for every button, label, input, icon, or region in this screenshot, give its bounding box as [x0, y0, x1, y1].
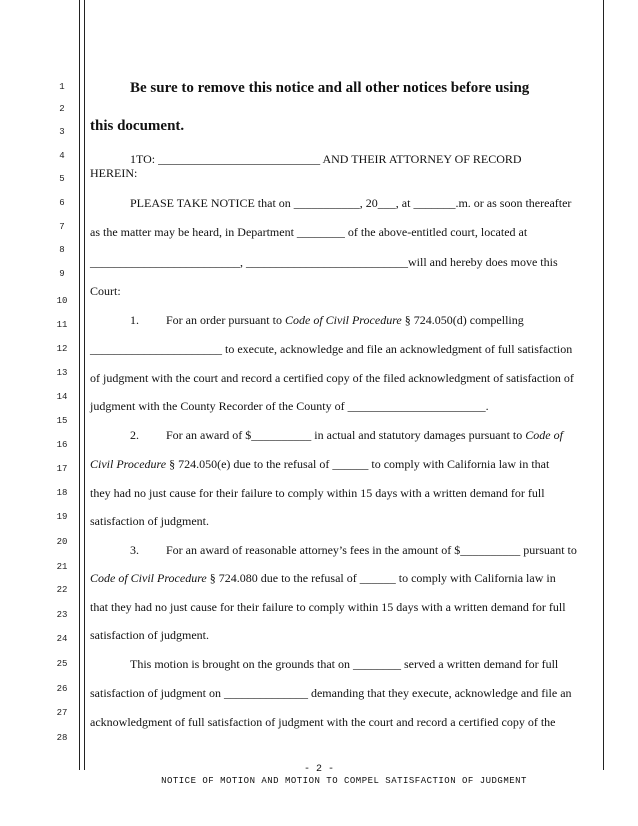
- item-1-line-2: ______________________ to execute, acknowledge and file an acknowledgment of full satisfaction: [90, 342, 573, 356]
- item-3-line-2: [90, 571, 602, 585]
- line-number: 12: [56, 344, 68, 354]
- item-2-line-1: [130, 428, 602, 442]
- line-number: 21: [56, 562, 68, 572]
- line-number: 15: [56, 416, 68, 426]
- left-margin-rule-2: [84, 0, 85, 770]
- item-2-section: § 724.050(e) due to the refusal of ______ to comply with California law in that: [166, 457, 550, 471]
- item-1-line-1: [130, 313, 602, 327]
- line-number: 18: [56, 488, 68, 498]
- item-3-line-4: satisfaction of judgment.: [90, 628, 209, 642]
- line-number: 22: [56, 585, 68, 595]
- line-number: 26: [56, 684, 68, 694]
- item-1-text: For an order pursuant to: [166, 313, 285, 327]
- item-2-line-4: satisfaction of judgment.: [90, 514, 209, 528]
- line-number: 11: [56, 320, 68, 330]
- line-number: 13: [56, 368, 68, 378]
- notice-line-2: this document.: [90, 118, 185, 134]
- item-1-number: 1.: [130, 313, 139, 327]
- herein-line: HEREIN:: [90, 166, 138, 180]
- please-take-notice-line: PLEASE TAKE NOTICE that on ___________, 20___, at _______.m. or as soon thereafter: [130, 196, 572, 210]
- item-3-code-citation: Code of Civil Procedure: [90, 571, 207, 585]
- item-2-text: For an award of $__________ in actual and statutory damages pursuant to: [166, 428, 526, 442]
- line-numbers: [0, 0, 80, 770]
- item-1-line-4: judgment with the County Recorder of the County of _______________________.: [90, 399, 489, 413]
- line-number: 27: [56, 708, 68, 718]
- item-3-section: § 724.080 due to the refusal of ______ to comply with California law in: [206, 571, 556, 585]
- line-number: 23: [56, 610, 68, 620]
- line-number: 8: [59, 245, 65, 255]
- line-number: 20: [56, 537, 68, 547]
- item-3-line-3: that they had no just cause for their failure to comply within 15 days with a written demand for full: [90, 600, 566, 614]
- court-address-line: _________________________, ___________________________will and hereby does move this: [90, 255, 558, 269]
- line-number: 4: [59, 151, 65, 161]
- document-body: [90, 0, 602, 770]
- line-number: 9: [59, 269, 65, 279]
- item-3-text: For an award of reasonable attorney’s fees in the amount of $__________ pursuant to: [166, 543, 577, 557]
- line-number: 7: [59, 222, 65, 232]
- court-label: Court:: [90, 284, 121, 298]
- line-number: 1: [59, 82, 65, 92]
- item-1-section: § 724.050(d) compelling: [401, 313, 524, 327]
- item-3-number: 3.: [130, 543, 139, 557]
- page-number: - 2 -: [303, 764, 334, 775]
- line-number: 5: [59, 174, 65, 184]
- item-2-line-3: they had no just cause for their failure to comply within 15 days with a written demand for full: [90, 486, 545, 500]
- item-3-line-1: [130, 543, 602, 557]
- item-2-number: 2.: [130, 428, 139, 442]
- item-1-line-3: of judgment with the court and record a certified copy of the filed acknowledgment of satisfaction of: [90, 371, 574, 385]
- item-2-code-citation-cont: Civil Procedure: [90, 457, 167, 471]
- footer-title: NOTICE OF MOTION AND MOTION TO COMPEL SATISFACTION OF JUDGMENT: [161, 776, 527, 786]
- to-line: 1TO: ___________________________ AND THEIR ATTORNEY OF RECORD: [130, 152, 522, 166]
- notice-line-1: Be sure to remove this notice and all other notices before using: [130, 80, 530, 96]
- item-1-code-citation: Code of Civil Procedure: [284, 313, 402, 327]
- item-2-code-citation: Code of: [525, 428, 563, 442]
- right-margin-rule: [603, 0, 604, 770]
- line-number: 10: [56, 296, 68, 306]
- line-number: 24: [56, 634, 68, 644]
- line-number: 6: [59, 198, 65, 208]
- line-number: 2: [59, 104, 65, 114]
- motion-grounds-line-3: acknowledgment of full satisfaction of judgment with the court and record a certified copy of the: [90, 715, 556, 729]
- line-number: 25: [56, 659, 68, 669]
- hearing-line: as the matter may be heard, in Department ________ of the above-entitled court, located at: [90, 225, 528, 239]
- item-2-line-2: [90, 457, 602, 471]
- line-number: 17: [56, 464, 68, 474]
- line-number: 3: [59, 127, 65, 137]
- line-number: 28: [56, 733, 68, 743]
- motion-grounds-line-2: satisfaction of judgment on ______________ demanding that they execute, acknowledge and file an: [90, 686, 572, 700]
- line-number: 19: [56, 512, 68, 522]
- motion-grounds-line-1: This motion is brought on the grounds that on ________ served a written demand for full: [130, 657, 559, 671]
- line-number: 16: [56, 440, 68, 450]
- line-number: 14: [56, 392, 68, 402]
